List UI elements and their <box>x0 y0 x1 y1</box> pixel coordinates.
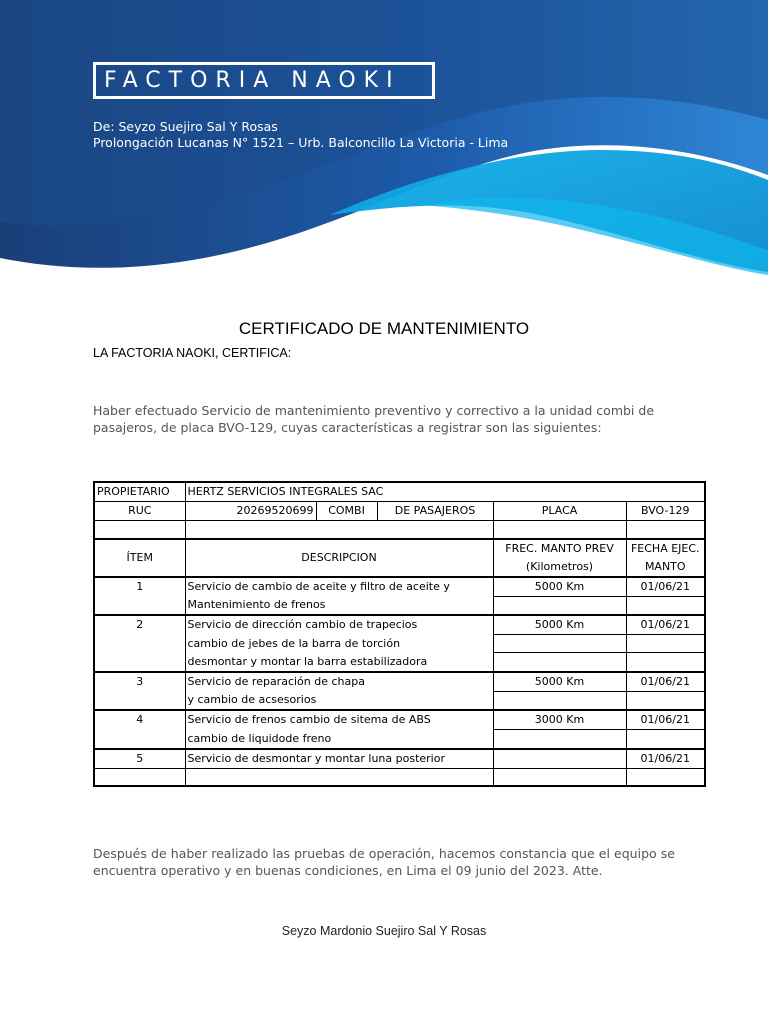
header-item: ÍTEM <box>94 539 185 577</box>
header-frequency-line2: (Kilometros) <box>525 559 594 573</box>
item-date: 01/06/21 <box>626 710 705 730</box>
header-frequency <box>493 539 626 577</box>
item-number: 5 <box>94 749 185 769</box>
company-name: FACTORIA NAOKI <box>104 68 401 93</box>
table-header-row <box>94 539 705 577</box>
ruc-label: RUC <box>94 502 185 521</box>
ruc-row <box>94 502 705 521</box>
document-title: CERTIFICADO DE MANTENIMIENTO <box>238 319 530 338</box>
table-row <box>94 653 705 672</box>
closing-paragraph: Después de haber realizado las pruebas de operación, hacemos constancia que el equipo se encuentra operativo y en buenas condiciones, en Lima el 09 junio del 2023. Atte. <box>93 846 675 878</box>
item-number: 4 <box>94 710 185 730</box>
item-description: y cambio de acsesorios <box>185 691 493 710</box>
item-date: 01/06/21 <box>626 672 705 692</box>
sender-name: De: Seyzo Suejiro Sal Y Rosas <box>93 119 278 134</box>
item-frequency <box>493 749 626 769</box>
header-description: DESCRIPCION <box>185 539 493 577</box>
intro-paragraph: Haber efectuado Servicio de mantenimiento preventivo y correctivo a la unidad combi de pasajeros, de placa BVO-129, cuyas características a registrar son las siguientes: <box>93 403 655 435</box>
owner-value: HERTZ SERVICIOS INTEGRALES SAC <box>185 482 705 502</box>
table-row <box>94 615 705 635</box>
table-row <box>94 577 705 597</box>
item-description: Mantenimiento de frenos <box>185 596 493 615</box>
item-number: 2 <box>94 615 185 635</box>
item-description: desmontar y montar la barra estabilizadora <box>185 653 493 672</box>
sender-block <box>93 119 508 151</box>
header-date-line2: MANTO <box>644 559 686 573</box>
header-date-line1: FECHA EJEC. <box>630 541 700 555</box>
sender-address: Prolongación Lucanas N° 1521 – Urb. Balconcillo La Victoria - Lima <box>93 135 509 150</box>
table-row <box>94 730 705 749</box>
item-number: 3 <box>94 672 185 692</box>
header-frequency-line1: FREC. MANTO PREV <box>505 541 614 555</box>
certifica-heading: LA FACTORIA NAOKI, CERTIFICA: <box>93 346 292 360</box>
item-frequency: 5000 Km <box>493 577 626 597</box>
table-row <box>94 710 705 730</box>
table-row <box>94 749 705 769</box>
table-row <box>94 691 705 710</box>
table-row <box>94 672 705 692</box>
owner-label: PROPIETARIO <box>97 485 170 498</box>
plate-label: PLACA <box>493 502 626 521</box>
item-frequency: 3000 Km <box>493 710 626 730</box>
item-description: cambio de liquidode freno <box>185 730 493 749</box>
vehicle-type-detail: DE PASAJEROS <box>377 502 493 521</box>
owner-row <box>94 482 705 502</box>
item-frequency: 5000 Km <box>493 615 626 635</box>
maintenance-table <box>93 481 706 787</box>
blank-row <box>94 521 705 539</box>
item-description: Servicio de cambio de aceite y filtro de aceite y <box>185 577 493 597</box>
signature-name: Seyzo Mardonio Suejiro Sal Y Rosas <box>281 924 487 938</box>
header-date <box>626 539 705 577</box>
table-row <box>94 596 705 615</box>
item-description: Servicio de dirección cambio de trapecios <box>185 615 493 635</box>
item-description: cambio de jebes de la barra de torción <box>185 635 493 653</box>
item-number: 1 <box>94 577 185 597</box>
plate-value: BVO-129 <box>626 502 705 521</box>
item-date: 01/06/21 <box>626 749 705 769</box>
table-row <box>94 768 705 786</box>
item-frequency: 5000 Km <box>493 672 626 692</box>
item-date: 01/06/21 <box>626 615 705 635</box>
item-description: Servicio de frenos cambio de sitema de ABS <box>185 710 493 730</box>
company-name-box <box>93 62 435 99</box>
table-row <box>94 635 705 653</box>
item-description: Servicio de desmontar y montar luna posterior <box>185 749 493 769</box>
vehicle-type: COMBI <box>316 502 377 521</box>
ruc-value: 20269520699 <box>185 502 316 521</box>
item-description: Servicio de reparación de chapa <box>185 672 493 692</box>
item-date: 01/06/21 <box>626 577 705 597</box>
